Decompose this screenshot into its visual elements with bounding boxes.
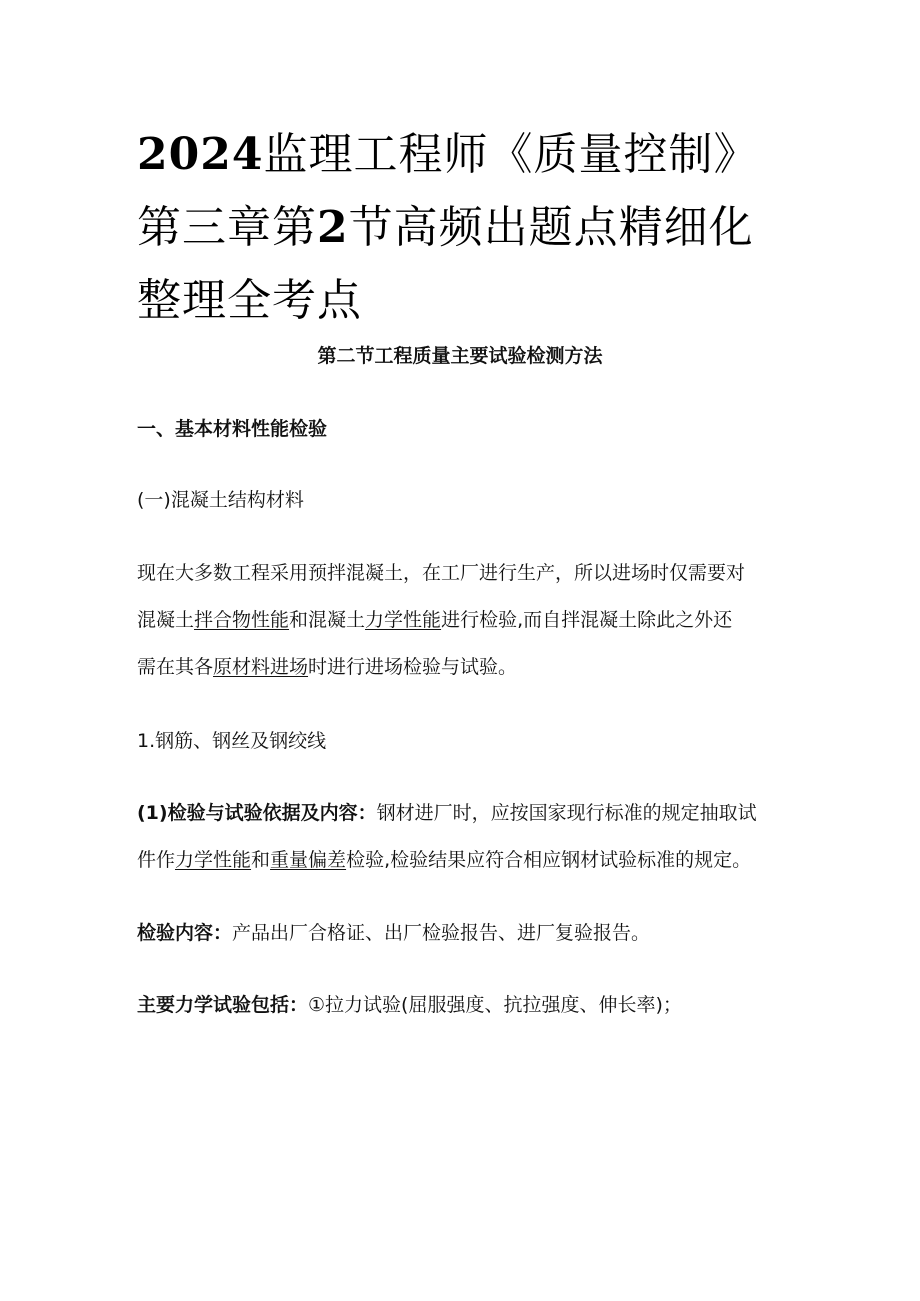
text-run: 和 <box>251 849 271 871</box>
section-heading: 第二节工程质量主要试验检测方法 <box>317 345 603 367</box>
underlined-term: 力学性能 <box>175 849 252 871</box>
text-run: 进行检验,而自拌混凝土除此之外还 <box>441 609 733 631</box>
para-2-line-2 <box>137 848 797 872</box>
bold-lead: (1)检验与试验依据及内容： <box>137 802 377 824</box>
title-year: 2024 <box>137 129 264 180</box>
text-run: 检验,检验结果应符合相应钢材试验标准的规定。 <box>346 849 752 871</box>
text-run: 和混凝土 <box>289 609 366 631</box>
text-run: 时进行进场检验与试验。 <box>308 656 518 678</box>
para-2-line-1 <box>137 801 797 825</box>
underlined-term: 原材料进场 <box>213 656 309 678</box>
bold-lead: 主要力学试验包括： <box>137 994 309 1016</box>
text-run: 件作 <box>137 849 176 871</box>
text-run: 混凝土 <box>137 609 195 631</box>
para-3 <box>137 921 797 945</box>
item-steel: 1.钢筋、钢丝及钢绞线 <box>137 730 327 752</box>
text-run: ①拉力试验(屈服强度、抗拉强度、伸长率)； <box>308 994 682 1016</box>
underlined-term: 拌合物性能 <box>194 609 290 631</box>
text-run: 产品出厂合格证、出厂检验报告、进厂复验报告。 <box>232 922 651 944</box>
para-1-line-1: 现在大多数工程采用预拌混凝土，在工厂进行生产，所以进场时仅需要对 <box>137 562 746 584</box>
underlined-term: 力学性能 <box>365 609 442 631</box>
para-4 <box>137 993 797 1017</box>
heading-concrete-materials: (一)混凝土结构材料 <box>137 489 304 511</box>
title-chapter-number: 2 <box>317 202 349 253</box>
title-text-a: 监理工程师《质量控制》第三章第 <box>137 129 759 253</box>
title-text-b: 节高频出题点精细化整理全考点 <box>137 202 754 326</box>
text-run: 需在其各 <box>137 656 214 678</box>
underlined-term: 重量偏差 <box>270 849 347 871</box>
heading-basic-materials: 一、基本材料性能检验 <box>137 418 328 440</box>
bold-lead: 检验内容： <box>137 922 233 944</box>
para-1-line-2 <box>137 608 797 632</box>
text-run: 钢材进厂时，应按国家现行标准的规定抽取试 <box>376 802 757 824</box>
para-1-line-3 <box>137 655 797 679</box>
document-title <box>137 118 797 337</box>
